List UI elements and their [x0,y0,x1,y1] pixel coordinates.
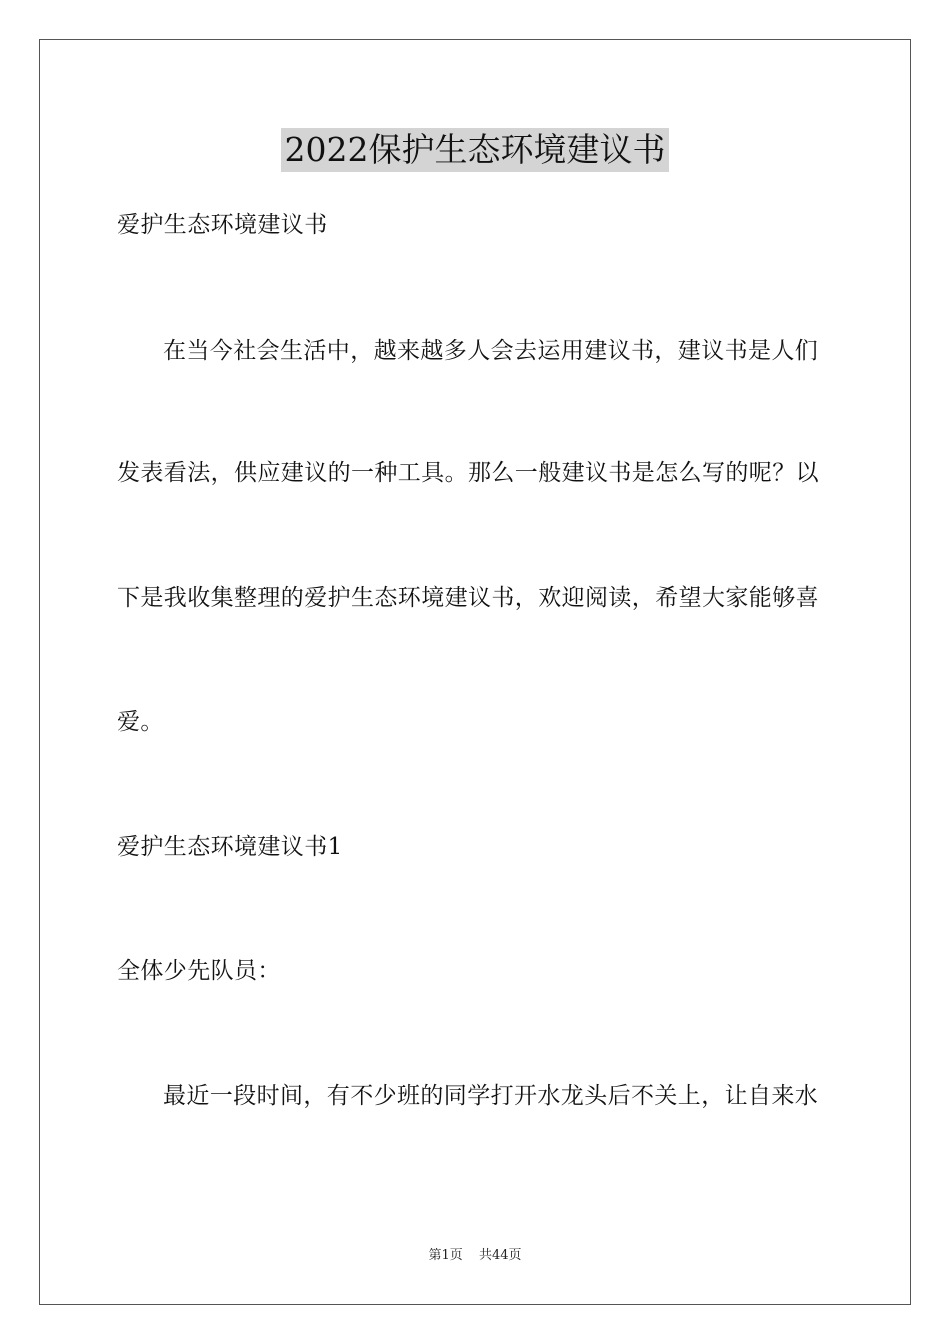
title-container [0,128,950,172]
paragraph-line: 爱。 [117,709,164,735]
document-title: 2022保护生态环境建议书 [281,128,670,172]
paragraph-line: 在当今社会生活中，越来越多人会去运用建议书，建议书是人们 [163,338,819,364]
paragraph-line: 最近一段时间，有不少班的同学打开水龙头后不关上，让自来水 [163,1083,819,1109]
section-heading: 爱护生态环境建议书1 [117,834,343,860]
salutation-line: 全体少先队员： [117,958,281,984]
page-total: 共44页 [478,1248,522,1263]
subtitle-line: 爱护生态环境建议书 [117,212,328,238]
page-footer [0,1247,950,1265]
paragraph-line: 下是我收集整理的爱护生态环境建议书，欢迎阅读，希望大家能够喜 [117,585,819,611]
page-number: 第1页 [428,1248,463,1263]
paragraph-line: 发表看法，供应建议的一种工具。那么一般建议书是怎么写的呢？以 [117,460,819,486]
